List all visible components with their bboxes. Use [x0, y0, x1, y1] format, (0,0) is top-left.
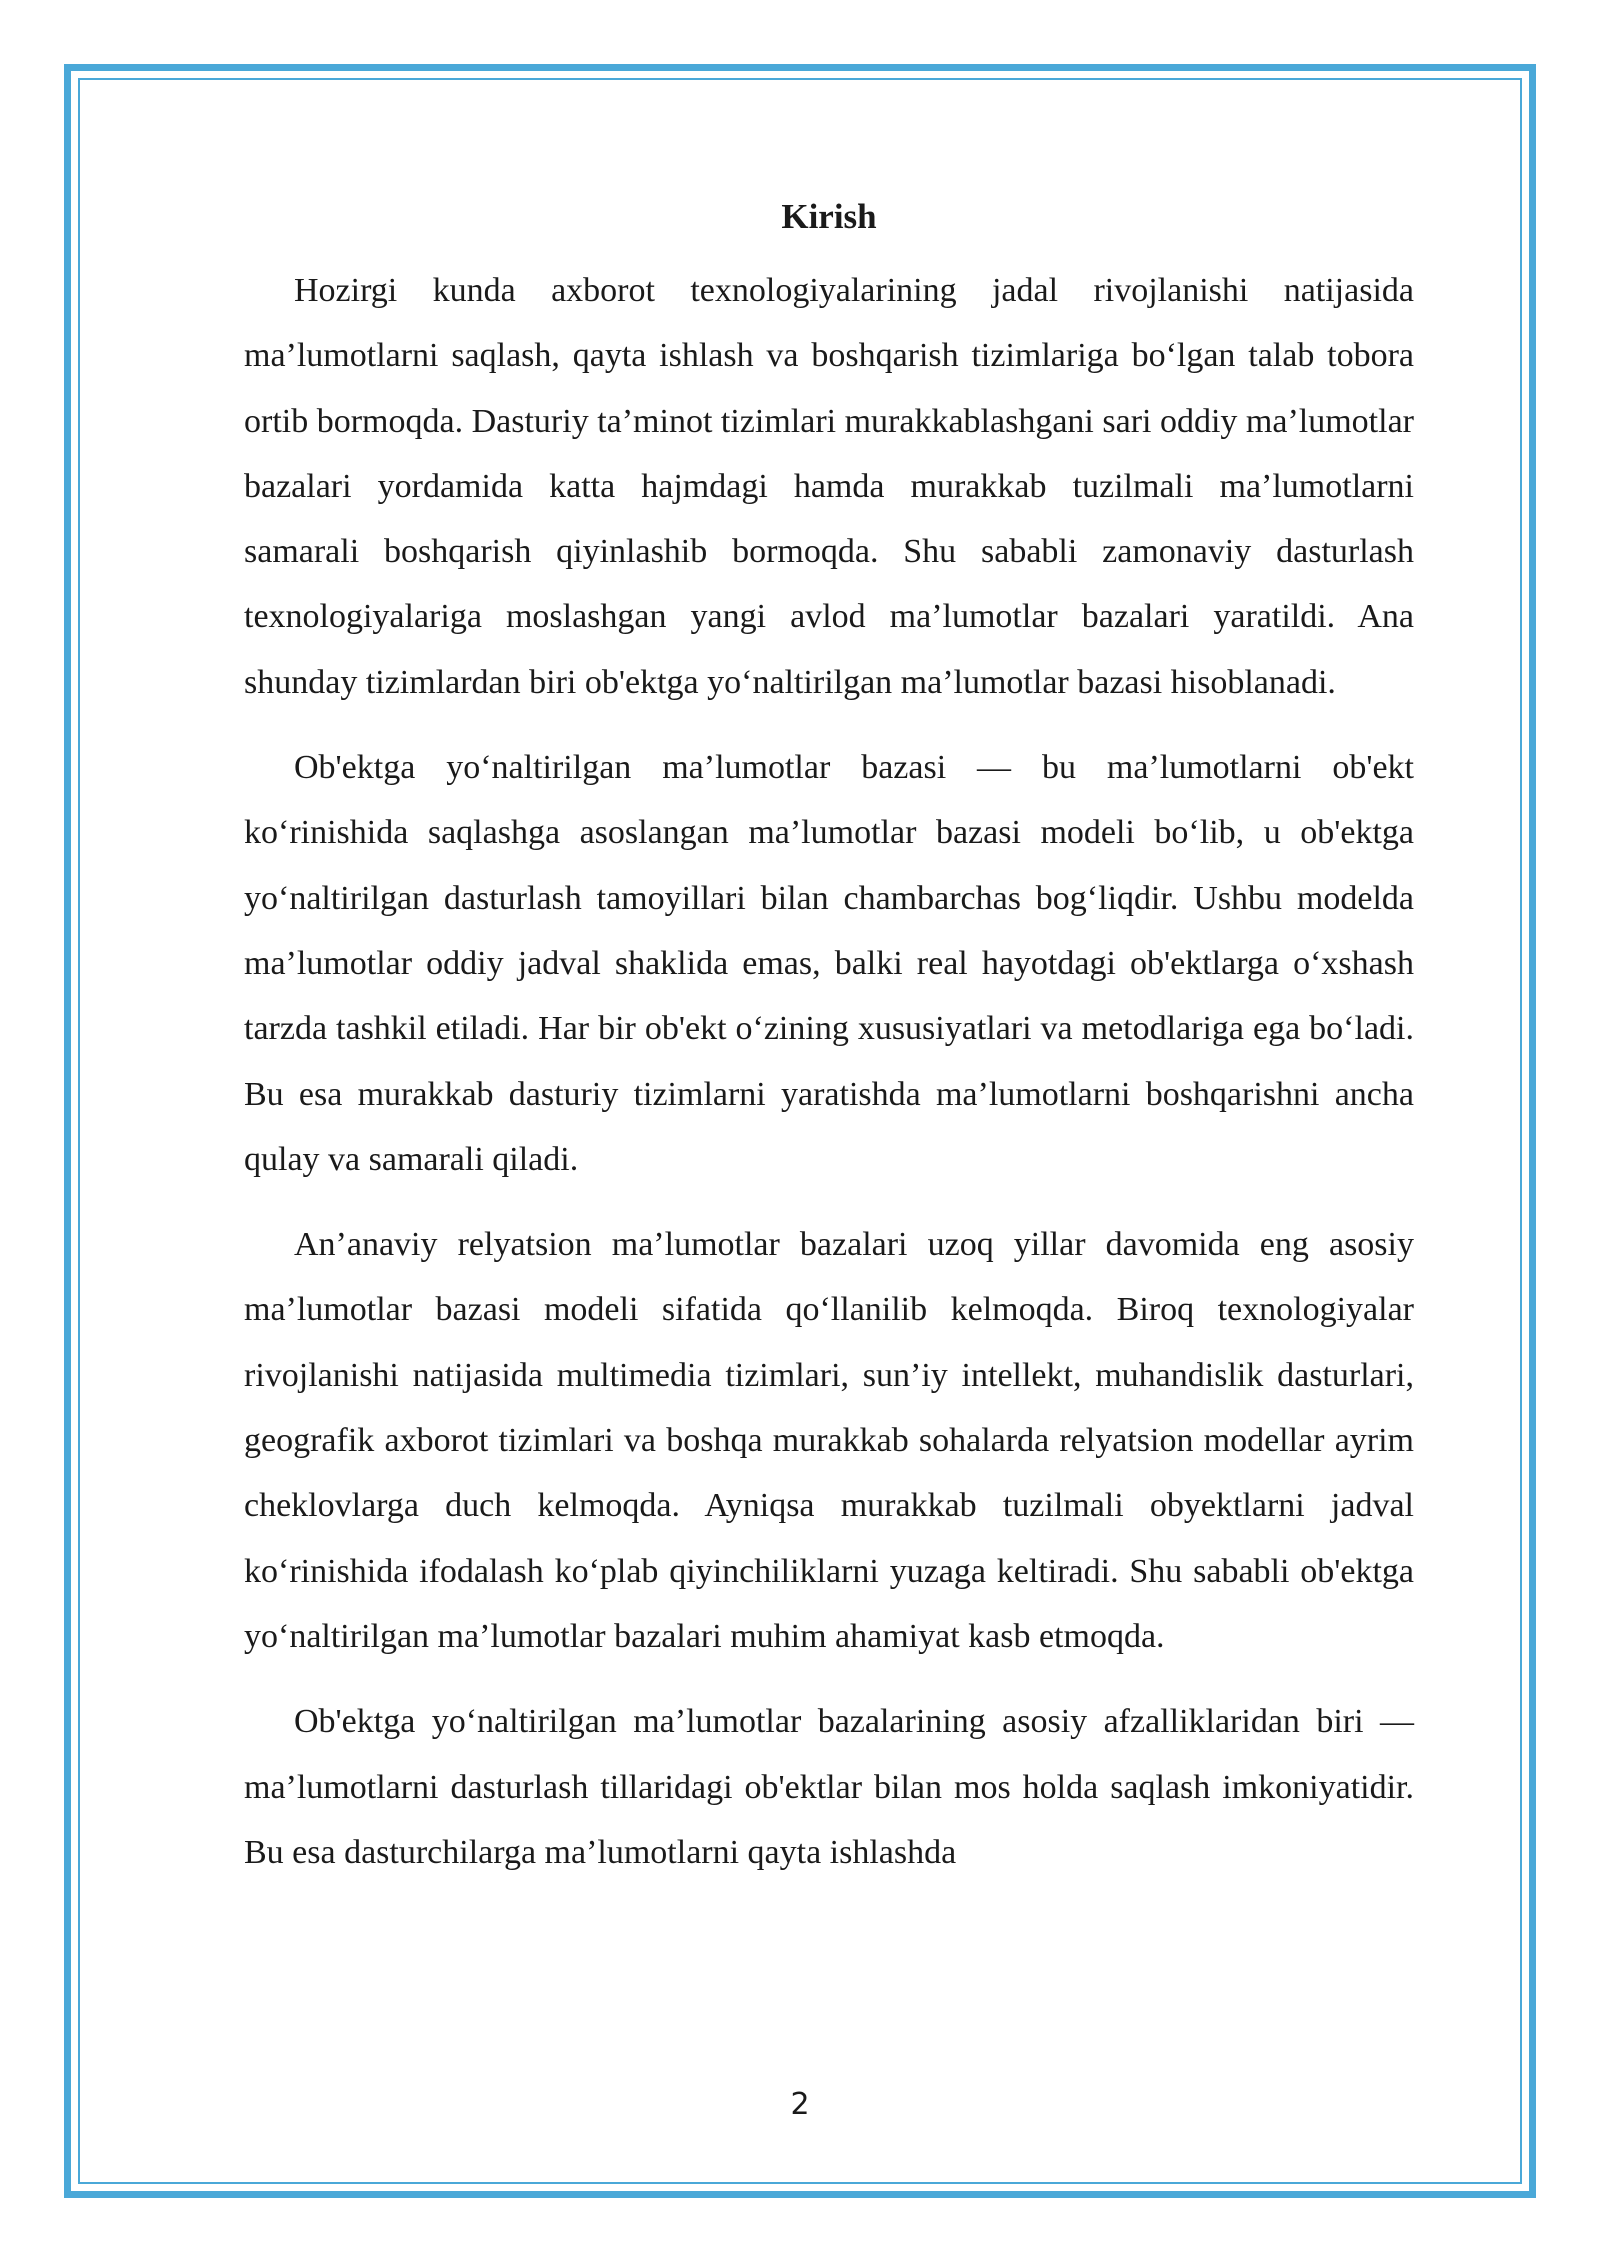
paragraph: Ob'ektga yo‘naltirilgan ma’lumotlar bazalarining asosiy afzalliklaridan biri — ma’lumotlarni dasturlash tillaridagi ob'ektlar bilan mos holda saqlash imkoniyatidir. Bu esa dasturchilarga ma’lumotlarni qayta ishlashda	[244, 1703, 1414, 1871]
section-title: Kirish	[781, 197, 877, 236]
page-number: 2	[790, 2087, 810, 2122]
document-body	[244, 188, 1414, 1905]
paragraph: An’anaviy relyatsion ma’lumotlar bazalari uzoq yillar davomida eng asosiy ma’lumotlar bazasi modeli sifatida qo‘llanilib kelmoqda. Biroq texnologiyalar rivojlanishi natijasida multimedia tizimlari, sun’iy intellekt, muhandislik dasturlari, geografik axborot tizimlari va boshqa murakkab sohalarda relyatsion modellar ayrim cheklovlarga duch kelmoqda. Ayniqsa murakkab tuzilmali obyektlarni jadval ko‘rinishida ifodalash ko‘plab qiyinchiliklarni yuzaga keltiradi. Shu sababli ob'ektga yo‘naltirilgan ma’lumotlar bazalari muhim ahamiyat kasb etmoqda.	[244, 1226, 1414, 1655]
paragraph: Hozirgi kunda axborot texnologiyalarining jadal rivojlanishi natijasida ma’lumotlarni saqlash, qayta ishlash va boshqarish tizimlariga bo‘lgan talab tobora ortib bormoqda. Dasturiy ta’minot tizimlari murakkablashgani sari oddiy ma’lumotlar bazalari yordamida katta hajmdagi hamda murakkab tuzilmali ma’lumotlarni samarali boshqarish qiyinlashib bormoqda. Shu sababli zamonaviy dasturlash texnologiyalariga moslashgan yangi avlod ma’lumotlar bazalari yaratildi. Ana shunday tizimlardan biri ob'ektga yo‘naltirilgan ma’lumotlar bazasi hisoblanadi.	[244, 272, 1414, 701]
paragraph: Ob'ektga yo‘naltirilgan ma’lumotlar bazasi — bu ma’lumotlarni ob'ekt ko‘rinishida saqlashga asoslangan ma’lumotlar bazasi modeli bo‘lib, u ob'ektga yo‘naltirilgan dasturlash tamoyillari bilan chambarchas bog‘liqdir. Ushbu modelda ma’lumotlar oddiy jadval shaklida emas, balki real hayotdagi ob'ektlarga o‘xshash tarzda tashkil etiladi. Har bir ob'ekt o‘zining xususiyatlari va metodlariga ega bo‘ladi. Bu esa murakkab dasturiy tizimlarni yaratishda ma’lumotlarni boshqarishni ancha qulay va samarali qiladi.	[244, 749, 1414, 1178]
